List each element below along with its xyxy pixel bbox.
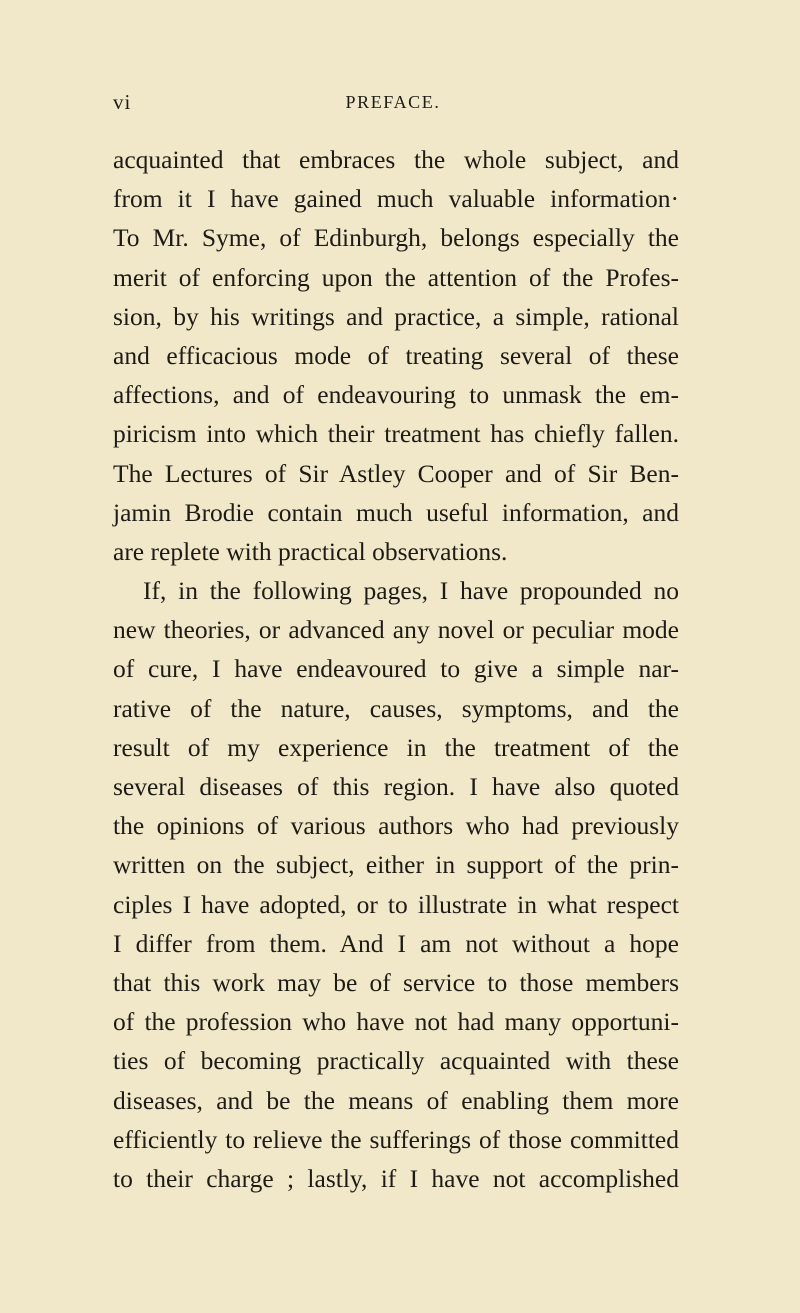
preface-body [113,140,679,1198]
text-line: acquainted that embraces the whole subject, and [113,145,679,174]
text-line: several diseases of this region. I have also quoted [113,772,679,801]
text-line: If, in the following pages, I have propounded no [143,576,679,606]
page-number: vi [113,90,132,114]
text-line: are replete with practical observations. [113,536,508,566]
text-line: written on the subject, either in support of the prin- [113,850,679,880]
text-line: new theories, or advanced any novel or peculiar mode [113,615,679,645]
text-line: piricism into which their treatment has chiefly fallen. [113,419,679,449]
page-header [113,90,673,120]
text-line: to their charge ; lastly, if I have not accomplished [113,1163,679,1193]
text-line: To Mr. Syme, of Edinburgh, belongs especially the [113,223,679,253]
text-line: The Lectures of Sir Astley Cooper and of Sir Ben- [113,458,679,488]
text-line: that this work may be of service to those members [113,967,679,997]
text-line: I differ from them. And I am not without a hope [113,928,679,958]
text-line: ciples I have adopted, or to illustrate in what respect [113,889,679,919]
text-line: jamin Brodie contain much useful information, and [113,497,679,527]
text-line: efficiently to relieve the sufferings of those committed [113,1124,679,1154]
text-line: of the profession who have not had many opportuni- [113,1007,679,1037]
text-line: sion, by his writings and practice, a simple, rational [113,301,679,331]
text-line: ties of becoming practically acquainted with these [113,1046,679,1076]
text-line: the opinions of various authors who had previously [113,811,679,841]
text-line: affections, and of endeavouring to unmask the em- [113,380,679,410]
text-line: from it I have gained much valuable information· [113,184,679,214]
text-line: result of my experience in the treatment of the [113,732,679,762]
text-line: of cure, I have endeavoured to give a simple nar- [113,654,679,684]
running-head: PREFACE. [345,92,441,112]
text-line: rative of the nature, causes, symptoms, and the [113,693,679,723]
text-line: merit of enforcing upon the attention of the Profes- [113,262,679,292]
text-line: and efficacious mode of treating several of these [113,340,679,370]
text-line: diseases, and be the means of enabling them more [113,1085,679,1115]
